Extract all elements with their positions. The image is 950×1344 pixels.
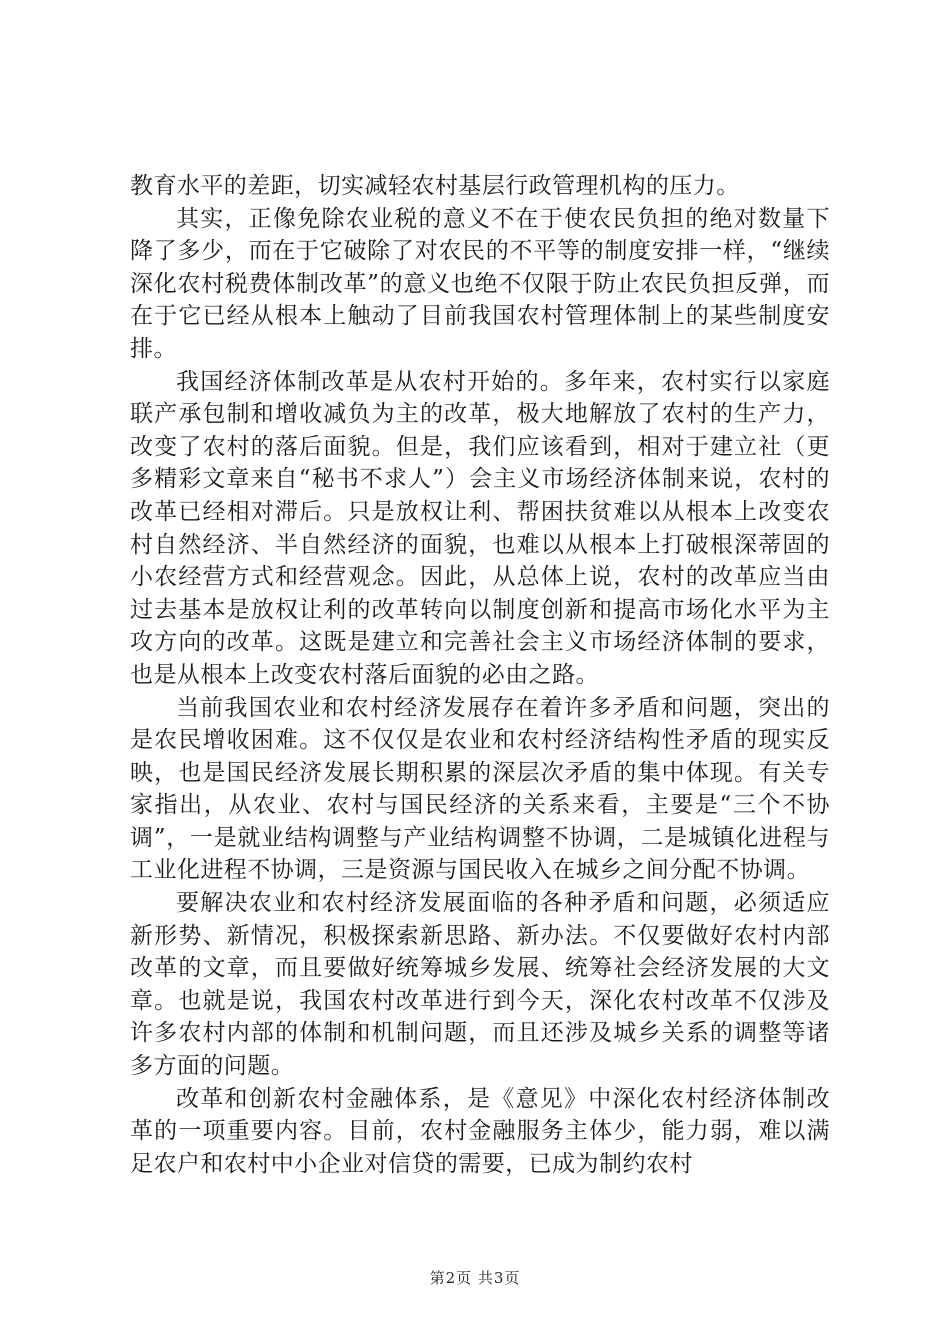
- paragraph-4: 当前我国农业和农村经济发展存在着许多矛盾和问题，突出的是农民增收困难。这不仅仅是农业和农村经济结构性矛盾的现实反映，也是国民经济发展长期积累的深层次矛盾的集中体现。有关专家指出，从农业、农村与国民经济的关系来看，主要是“三个不协调”，一是就业结构调整与产业结构调整不协调，二是城镇化进程与工业化进程不协调，三是资源与国民收入在城乡之间分配不协调。: [130, 694, 830, 884]
- paragraph-5: 要解决农业和农村经济发展面临的各种矛盾和问题，必须适应新形势、新情况，积极探索新思路、新办法。不仅要做好农村内部改革的文章，而且要做好统筹城乡发展、统筹社会经济发展的大文章。也就是说，我国农村改革进行到今天，深化农村改革不仅涉及许多农村内部的体制和机制问题，而且还涉及城乡关系的调整等诸多方面的问题。: [130, 890, 830, 1080]
- paragraph-6: 改革和创新农村金融体系，是《意见》中深化农村经济体制改革的一项重要内容。目前，农村金融服务主体少，能力弱，难以满足农户和农村中小企业对信贷的需要，已成为制约农村: [130, 1085, 830, 1177]
- paragraph-3: 我国经济体制改革是从农村开始的。多年来，农村实行以家庭联产承包制和增收减负为主的改革，极大地解放了农村的生产力，改变了农村的落后面貌。但是，我们应该看到，相对于建立社（更多精彩文章来自“秘书不求人”）会主义市场经济体制来说，农村的改革已经相对滞后。只是放权让利、帮困扶贫难以从根本上改变农村自然经济、半自然经济的面貌，也难以从根本上打破根深蒂固的小农经营方式和经营观念。因此，从总体上说，农村的改革应当由过去基本是放权让利的改革转向以制度创新和提高市场化水平为主攻方向的改革。这既是建立和完善社会主义市场经济体制的要求，也是从根本上改变农村落后面貌的必由之路。: [130, 368, 830, 688]
- paragraph-1: 教育水平的差距，切实减轻农村基层行政管理机构的压力。: [130, 173, 740, 199]
- paragraph-2: 其实，正像免除农业税的意义不在于使农民负担的绝对数量下降了多少，而在于它破除了对农民的不平等的制度安排一样，“继续深化农村税费体制改革”的意义也绝不仅限于防止农民负担反弹，而在于它已经从根本上触动了目前我国农村管理体制上的某些制度安排。: [130, 205, 830, 362]
- page-number-footer: 第2页 共3页: [429, 1269, 521, 1287]
- document-body: [130, 170, 830, 1180]
